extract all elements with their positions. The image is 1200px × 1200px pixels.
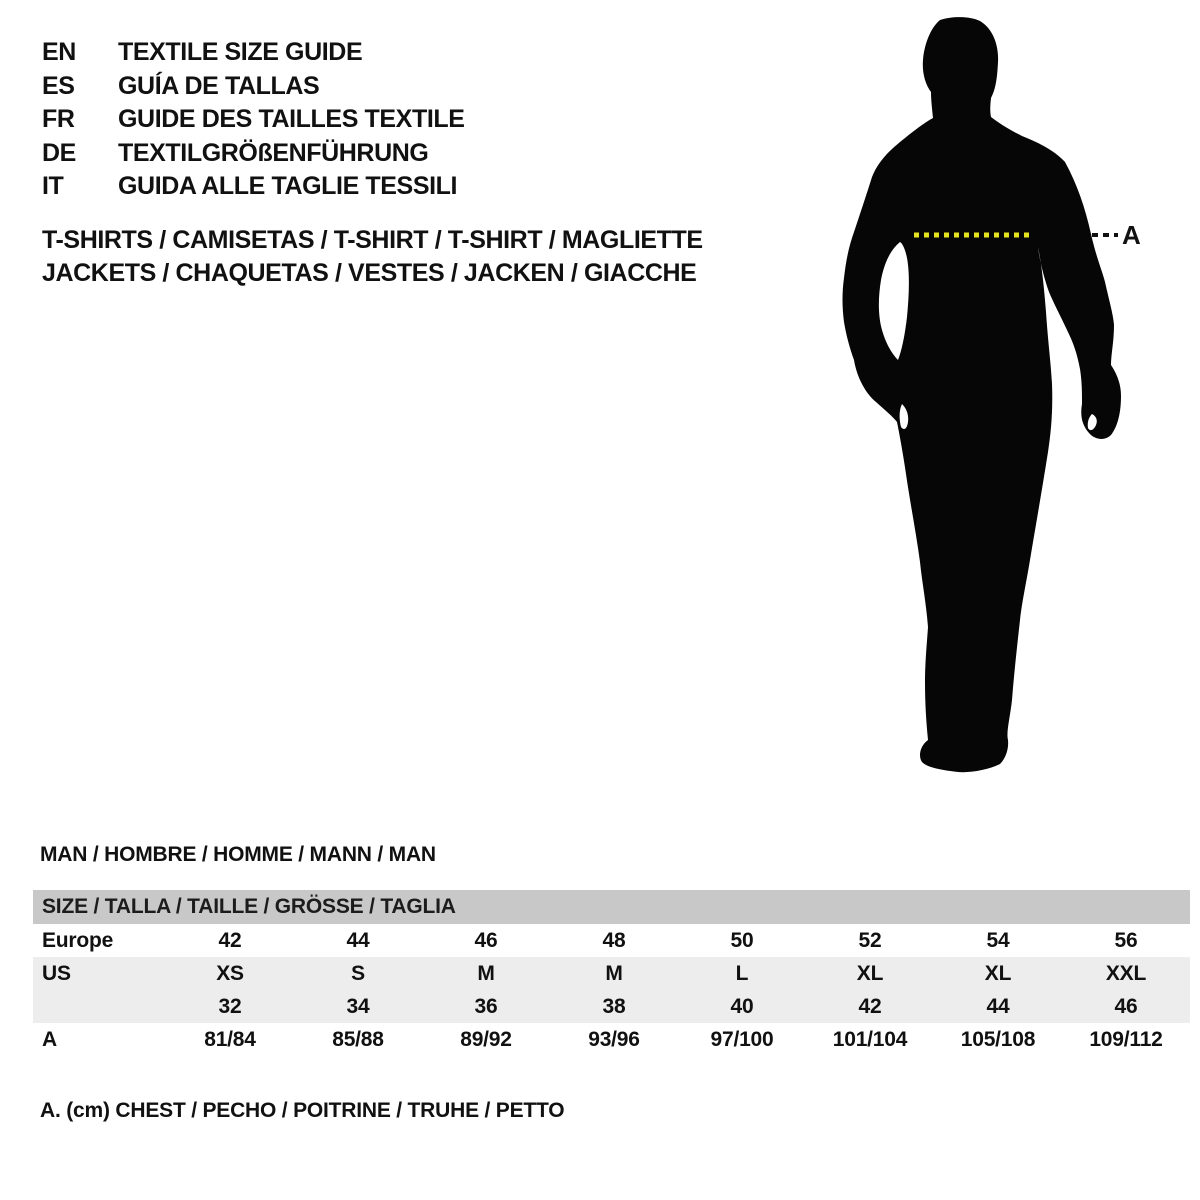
guide-title: TEXTILGRÖßENFÜHRUNG [118,138,429,167]
language-code: DE [42,138,76,167]
size-value: 42 [858,994,882,1018]
row-label: US [42,961,71,985]
size-value: 50 [730,928,754,952]
man-silhouette [843,17,1122,772]
size-value: 40 [730,994,754,1018]
table-row-us [33,957,1190,990]
size-value: 105/108 [960,1027,1036,1051]
size-value: 38 [602,994,626,1018]
table-row-numeric [33,990,1190,1023]
man-silhouette-figure [830,12,1150,787]
size-value: 42 [218,928,242,952]
size-value: 46 [474,928,498,952]
size-value: 101/104 [832,1027,908,1051]
guide-title: GUÍA DE TALLAS [118,71,320,100]
row-label: A [42,1027,57,1051]
size-value: 44 [346,928,370,952]
size-value: S [351,961,365,985]
language-code: FR [42,105,75,133]
size-value: 89/92 [460,1027,512,1051]
table-row-europe [33,924,1190,957]
size-value: 36 [474,994,498,1018]
size-value: 56 [1114,928,1138,952]
size-value: 46 [1114,994,1138,1018]
size-value: 81/84 [204,1027,256,1051]
size-value: 85/88 [332,1027,384,1051]
table-row-chest-a [33,1023,1190,1056]
language-code: EN [42,38,76,66]
language-row-it [42,170,465,204]
guide-title: GUIDE DES TAILLES TEXTILE [118,105,465,133]
language-title-list [42,36,465,204]
size-value: L [735,961,749,985]
size-table-header: SIZE / TALLA / TAILLE / GRÖSSE / TAGLIA [33,890,1190,924]
size-value: 34 [346,994,370,1018]
size-table [33,890,1190,1056]
size-value: M [477,961,495,985]
language-row-fr [42,103,465,137]
size-value: XS [216,961,244,985]
guide-title: GUIDA ALLE TAGLIE TESSILI [118,172,458,200]
size-value: 109/112 [1089,1027,1163,1051]
size-value: XXL [1105,961,1147,985]
measurement-footnote: A. (cm) CHEST / PECHO / POITRINE / TRUHE / PETTO [40,1099,565,1122]
language-row-es [42,70,465,104]
size-value: 44 [986,994,1010,1018]
product-line-jackets: JACKETS / CHAQUETAS / VESTES / JACKEN / GIACCHE [42,259,697,287]
product-line-tshirts: T-SHIRTS / CAMISETAS / T-SHIRT / T-SHIRT / MAGLIETTE [42,226,703,254]
size-value: XL [856,961,884,985]
size-value: 48 [602,928,626,952]
size-value: XL [984,961,1012,985]
size-value: 52 [858,928,882,952]
row-label: Europe [42,928,114,952]
section-title-man: MAN / HOMBRE / HOMME / MANN / MAN [40,843,436,866]
product-type-list [42,224,703,290]
measure-label-a: A [1122,220,1141,250]
size-value: 32 [218,994,242,1018]
guide-title: TEXTILE SIZE GUIDE [118,38,363,66]
size-value: M [605,961,623,985]
size-value: 93/96 [588,1027,640,1051]
language-code: IT [42,172,64,200]
size-value: 54 [986,928,1010,952]
language-row-en [42,36,465,70]
language-code: ES [42,71,75,100]
size-value: 97/100 [710,1027,774,1051]
man-silhouette-svg [830,12,1150,787]
language-row-de [42,137,465,171]
